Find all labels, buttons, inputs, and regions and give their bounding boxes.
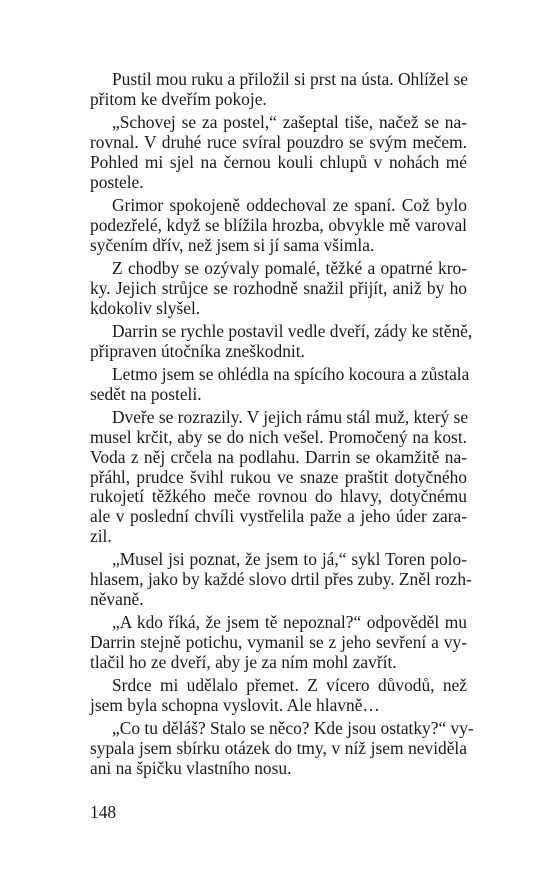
text-line: ani na špičku vlastního nosu.: [90, 758, 292, 778]
text-line: musel krčit, aby se do nich vešel. Promočený na kost.: [90, 427, 467, 447]
text-line: jsem byla schopna vyslovit. Ale hlavně…: [90, 695, 380, 715]
text-line: Pustil mou ruku a přiložil si prst na ústa. Ohlížel se: [112, 69, 468, 89]
text-line: přitom ke dveřím pokoje.: [90, 89, 267, 109]
text-line: něvaně.: [90, 589, 144, 609]
text-line: ky. Jejich strůjce se rozhodně snažil přijít, aniž by ho: [90, 278, 467, 298]
text-line: syčením dřív, než jsem si jí sama všimla.: [90, 235, 375, 255]
text-line: sedět na posteli.: [90, 384, 202, 404]
text-line: tlačil ho ze dveří, aby je za ním mohl zavřít.: [90, 652, 397, 672]
text-line: hlasem, jako by každé slovo drtil přes zuby. Zněl rozh-: [90, 569, 472, 589]
text-line: ale v poslední chvíli vystřelila paže a jeho úder zara-: [90, 506, 467, 526]
text-line: kdokoliv slyšel.: [90, 298, 201, 318]
text-line: postele.: [90, 172, 144, 192]
text-line: Dveře se rozrazily. V jejich rámu stál muž, který se: [112, 407, 469, 427]
text-line: Z chodby se ozývaly pomalé, těžké a opatrné kro-: [112, 258, 467, 278]
text-line: sypala jsem sbírku otázek do tmy, v níž jsem neviděla: [90, 738, 467, 758]
text-line: přáhl, prudce švihl rukou ve snaze praštit dotyčného: [90, 467, 467, 487]
text-line: „A kdo říká, že jsem tě nepoznal?“ odpověděl mu: [112, 612, 467, 632]
text-line: podezřelé, když se blížila hrozba, obvykle mě varoval: [90, 215, 467, 235]
text-line: Letmo jsem se ohlédla na spícího kocoura a zůstala: [112, 364, 470, 384]
text-line: zil.: [90, 526, 112, 546]
text-line: připraven útočníka zneškodnit.: [90, 341, 305, 361]
text-line: Srdce mi udělalo přemet. Z vícero důvodů, než: [112, 675, 467, 695]
text-line: Darrin stejně potichu, vymanil se z jeho sevření a vy-: [90, 632, 467, 652]
text-line: Darrin se rychle postavil vedle dveří, zády ke stěně,: [112, 321, 473, 341]
text-line: „Co tu děláš? Stalo se něco? Kde jsou ostatky?“ vy-: [112, 718, 474, 738]
text-line: Grimor spokojeně oddechoval ze spaní. Což bylo: [112, 195, 467, 215]
text-line: Voda z něj crčela na podlahu. Darrin se okamžitě na-: [90, 447, 467, 467]
text-line: „Musel jsi poznat, že jsem to já,“ sykl Toren polo-: [112, 549, 467, 569]
page-number: 148: [90, 802, 117, 822]
text-line: Pohled mi sjel na černou kouli chlupů v nohách mé: [90, 152, 467, 172]
text-line: „Schovej se za postel,“ zašeptal tiše, načež se na-: [112, 112, 467, 132]
text-line: rovnal. V druhé ruce svíral pouzdro se svým mečem.: [90, 132, 467, 152]
text-line: rukojetí těžkého meče rovnou do hlavy, dotyčnému: [90, 486, 467, 506]
